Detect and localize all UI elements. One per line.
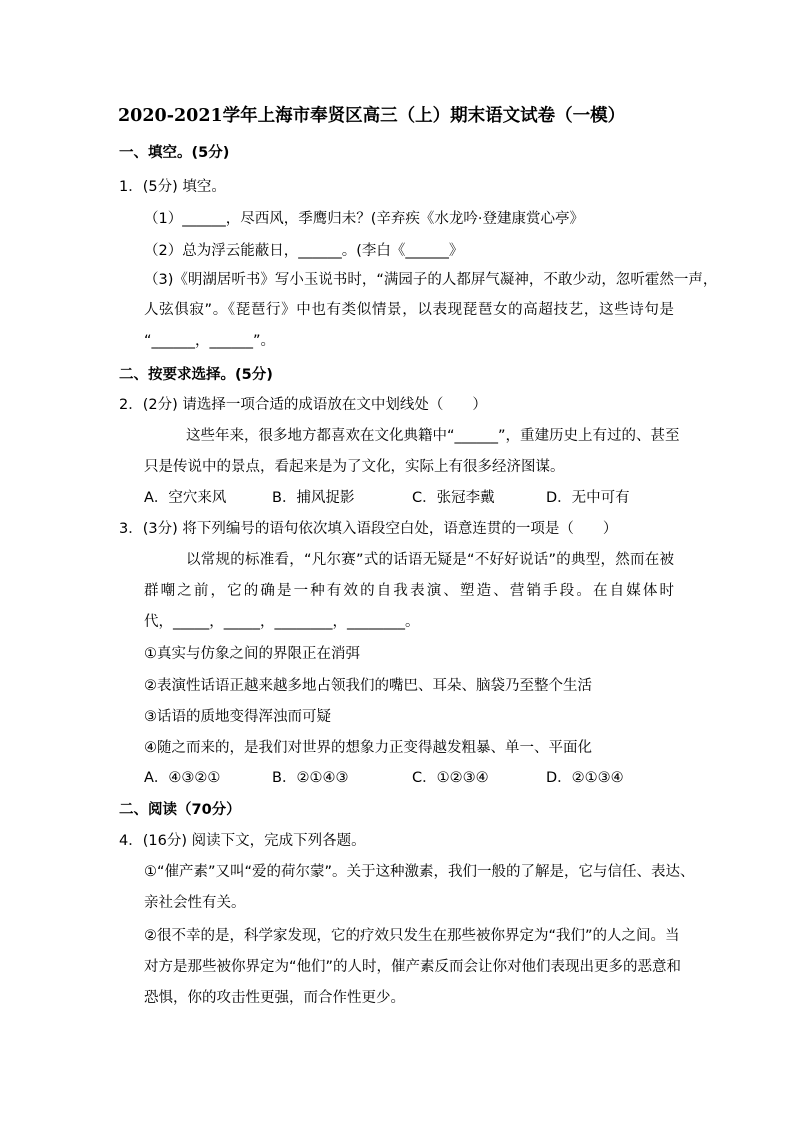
question-3-text-line-3: 代，_____，_____，________，________。 [144,614,420,630]
question-4-paragraph-2-line-3: 恐惧，你的攻击性更强，而合作性更少。 [144,990,405,1006]
question-1-part-1: （1）______，尽西风，季鹰归未？(辛弃疾《水龙吟·登建康赏心亭》 [144,211,584,227]
question-2-option-a[interactable]: A．空穴来风 [144,490,227,506]
question-3-item-3: ③话语的质地变得浑浊而可疑 [144,709,331,725]
question-1-part-3-line-3: “______，______”。 [144,333,276,349]
question-2-option-d[interactable]: D．无中可有 [546,490,630,506]
question-1-part-3-line-2: 人弦俱寂”。《琵琶行》中也有类似情景，以表现琵琶女的高超技艺，这些诗句是 [144,302,674,318]
question-2-option-c[interactable]: C．张冠李戴 [412,490,495,506]
question-3-option-b[interactable]: B．②①④③ [272,770,349,786]
question-4-paragraph-1-line-2: 亲社会性有关。 [144,895,246,911]
question-1-part-2: （2）总为浮云能蔽日，______。(李白《______》 [144,243,464,259]
question-3-option-a[interactable]: A．④③②① [144,770,221,786]
question-4-paragraph-2-line-1: ②很不幸的是，科学家发现，它的疗效只发生在那些被你界定为“我们”的人之间。当 [144,928,680,944]
question-3-item-2: ②表演性话语正越来越多地占领我们的嘴巴、耳朵、脑袋乃至整个生活 [144,678,592,694]
section-heading-reading: 二、阅读（70分） [119,802,241,818]
question-3-text-line-1: 以常规的标准看，“凡尔赛”式的话语无疑是“不好好说话”的典型，然而在被 [186,552,674,568]
question-2-stem: 2．(2分) 请选择一项合适的成语放在文中划线处（ ） [119,397,487,413]
question-1-part-3-line-1: （3)《明湖居听书》写小玉说书时，“满园子的人都屏气凝神，不敢少动，忽听霍然一声， [144,272,718,288]
question-3-option-d[interactable]: D．②①③④ [546,770,624,786]
question-4-paragraph-2-line-2: 对方是那些被你界定为“他们”的人时，催产素反而会让你对他们表现出更多的恶意和 [144,959,682,975]
section-heading-choice: 二、按要求选择。(5分) [119,367,273,383]
question-3-stem: 3．(3分) 将下列编号的语句依次填入语段空白处，语意连贯的一项是（ ） [119,521,618,537]
question-4-paragraph-1-line-1: ①“催产素”又叫“爱的荷尔蒙”。关于这种激素，我们一般的了解是，它与信任、表达、 [144,864,695,880]
section-heading-fill-blanks: 一、填空。(5分) [119,145,230,161]
question-2-option-b[interactable]: B．捕风捉影 [272,490,355,506]
question-3-text-line-2: 群嘲之前，它的确是一种有效的自我表演、塑造、营销手段。在自媒体时 [144,583,674,599]
question-3-item-1: ①真实与仿象之间的界限正在消弭 [144,646,360,662]
question-2-text-line-2: 只是传说中的景点，看起来是为了文化，实际上有很多经济图谋。 [144,459,565,475]
question-3-option-c[interactable]: C．①②③④ [412,770,489,786]
question-1-stem: 1．(5分) 填空。 [119,179,226,195]
question-4-stem: 4．(16分) 阅读下文，完成下列各题。 [119,833,366,849]
question-2-text-line-1: 这些年来，很多地方都喜欢在文化典籍中“______”，重建历史上有过的、甚至 [186,428,680,444]
question-3-item-4: ④随之而来的，是我们对世界的想象力正变得越发粗暴、单一、平面化 [144,740,592,756]
page-title: 2020-2021学年上海市奉贤区高三（上）期末语文试卷（一模） [118,106,626,126]
